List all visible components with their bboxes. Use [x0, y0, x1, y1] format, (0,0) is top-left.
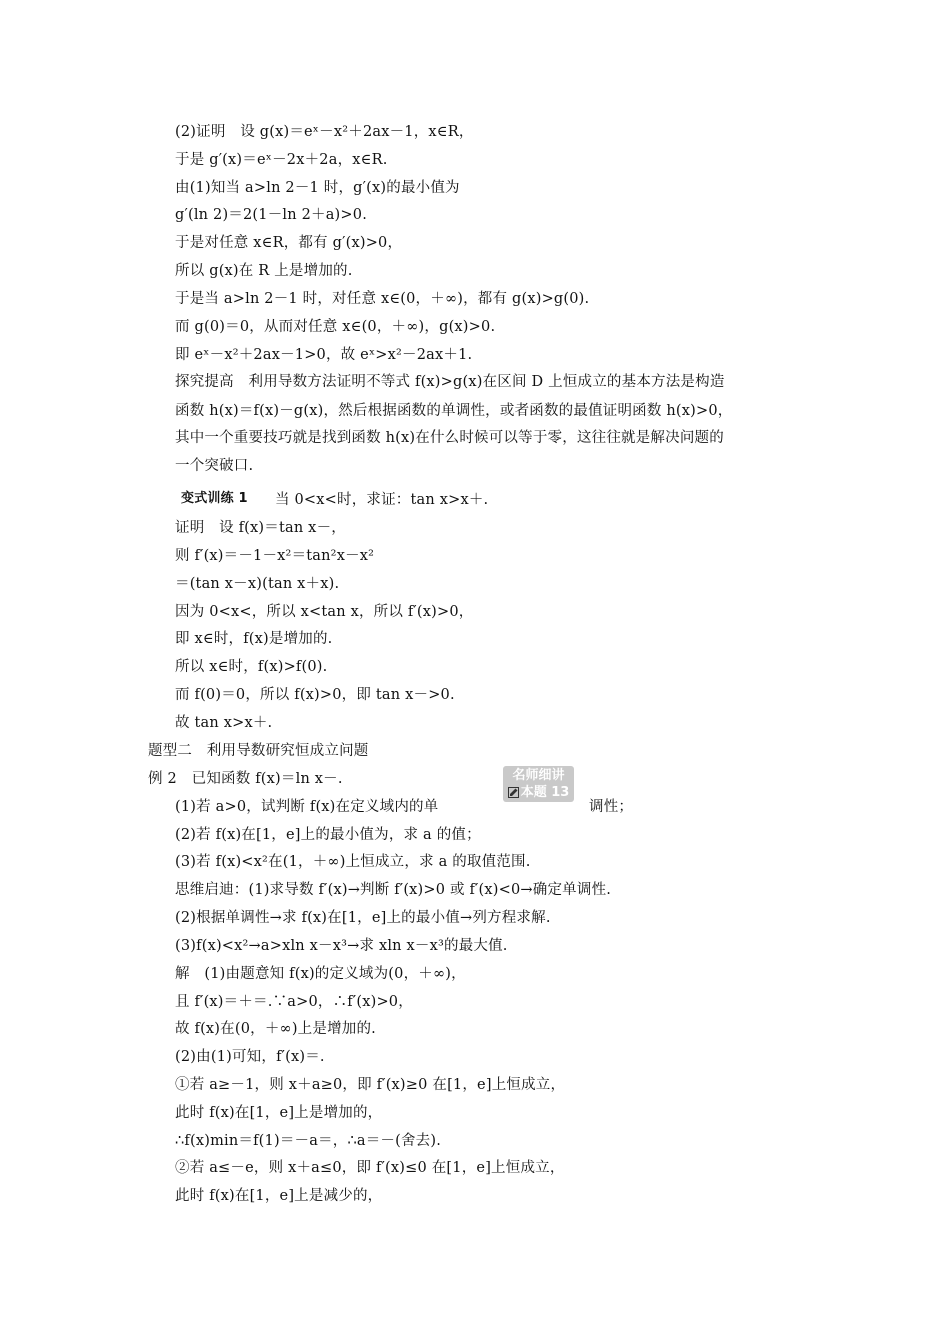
text-line: 证明 设 f(x)＝tan x－，: [175, 520, 346, 536]
badge-line-1: 名师细讲: [512, 768, 565, 783]
example-title: 例 2 已知函数 f(x)＝ln x－.: [148, 771, 343, 787]
text-line: ②若 a≤－e，则 x＋a≤0，即 f′(x)≤0 在[1，e]上恒成立，: [175, 1160, 565, 1176]
text-line: 由(1)知当 a>ln 2－1 时，g′(x)的最小值为: [175, 180, 460, 196]
text-line: 而 f(0)＝0，所以 f(x)>0，即 tan x－>0.: [175, 687, 455, 703]
text-line: 所以 x∈时，f(x)>f(0).: [175, 659, 328, 675]
lecture-badge[interactable]: [503, 766, 574, 802]
text-line: 其中一个重要技巧就是找到函数 h(x)在什么时候可以等于零，这往往就是解决问题的: [175, 430, 724, 446]
text-line: 于是对任意 x∈R，都有 g′(x)>0，: [175, 235, 403, 251]
text-line: (3)f(x)<x²→a>xln x－x³→求 xln x－x³的最大值.: [175, 938, 508, 954]
text-line: (2)若 f(x)在[1，e]上的最小值为，求 a 的值；: [175, 827, 481, 843]
section-heading: 题型二 利用导数研究恒成立问题: [148, 743, 369, 759]
text-line: 因为 0<x<，所以 x<tan x，所以 f′(x)>0，: [175, 604, 474, 620]
text-line: (2)根据单调性→求 f(x)在[1，e]上的最小值→列方程求解.: [175, 910, 551, 926]
text-line: 即 eˣ－x²＋2ax－1>0，故 eˣ>x²－2ax＋1.: [175, 347, 473, 363]
text-line: 此时 f(x)在[1，e]上是增加的，: [175, 1105, 383, 1121]
text-line: (1)若 a>0，试判断 f(x)在定义域内的单: [175, 799, 439, 815]
text-line: ＝(tan x－x)(tan x＋x).: [175, 576, 340, 592]
text-line: (3)若 f(x)<x²在(1，＋∞)上恒成立，求 a 的取值范围.: [175, 854, 531, 870]
text-line: ①若 a≥－1，则 x＋a≥0，即 f′(x)≥0 在[1，e]上恒成立，: [175, 1077, 566, 1093]
exercise-label: 变式训练 1: [181, 491, 248, 506]
text-line: 探究提高 利用导数方法证明不等式 f(x)>g(x)在区间 D 上恒成立的基本方法是构造: [175, 374, 725, 390]
text-line: 于是当 a>ln 2－1 时，对任意 x∈(0，＋∞)，都有 g(x)>g(0).: [175, 291, 590, 307]
text-line: 当 0<x<时，求证：tan x>x＋.: [275, 492, 489, 508]
badge-line-2: 本题 13: [520, 785, 570, 800]
text-line: (2)证明 设 g(x)＝eˣ－x²＋2ax－1，x∈R，: [175, 124, 474, 140]
text-line: (2)由(1)可知，f′(x)＝.: [175, 1049, 325, 1065]
text-line: g′(ln 2)＝2(1－ln 2＋a)>0.: [175, 207, 368, 223]
edit-icon: [508, 787, 519, 798]
text-line: 且 f′(x)＝＋＝.∵a>0，∴f′(x)>0，: [175, 994, 413, 1010]
text-line: 调性；: [589, 799, 634, 815]
text-line: 思维启迪：(1)求导数 f′(x)→判断 f′(x)>0 或 f′(x)<0→确定单调性.: [175, 882, 612, 898]
text-line: 解 (1)由题意知 f(x)的定义域为(0，＋∞)，: [175, 966, 466, 982]
text-line: 而 g(0)＝0，从而对任意 x∈(0，＋∞)，g(x)>0.: [175, 319, 496, 335]
text-line: 故 tan x>x＋.: [175, 715, 273, 731]
text-line: 函数 h(x)＝f(x)－g(x)，然后根据函数的单调性，或者函数的最值证明函数 h(x)>0，: [175, 403, 733, 419]
text-line: 所以 g(x)在 R 上是增加的.: [175, 263, 353, 279]
text-line: 一个突破口.: [175, 458, 254, 474]
text-line: 此时 f(x)在[1，e]上是减少的，: [175, 1188, 383, 1204]
text-line: 故 f(x)在(0，＋∞)上是增加的.: [175, 1021, 376, 1037]
text-line: 则 f′(x)＝－1－x²＝tan²x－x²: [175, 548, 375, 564]
text-line: ∴f(x)min＝f(1)＝－a＝，∴a＝－(舍去).: [175, 1133, 442, 1149]
text-line: 即 x∈时，f(x)是增加的.: [175, 631, 333, 647]
text-line: 于是 g′(x)＝eˣ－2x＋2a，x∈R.: [175, 152, 388, 168]
